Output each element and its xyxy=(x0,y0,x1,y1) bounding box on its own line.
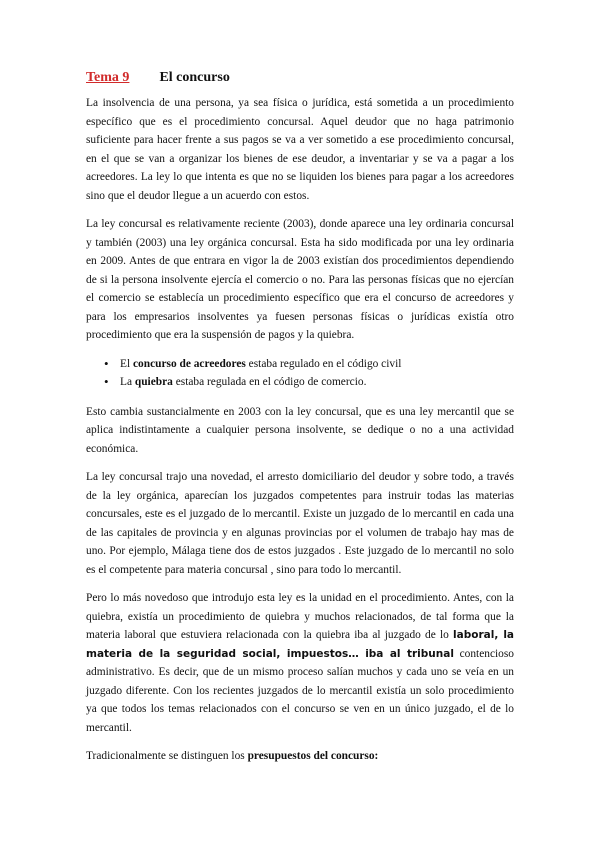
paragraph-1: La insolvencia de una persona, ya sea física o jurídica, está sometida a un procedimiento específico que es el procedimiento concursal. Aquel deudor que no haga patrimonio suficiente para hacer frente a sus pagos se va a ver sometido a ese procedimiento concursal, en el que se van a organizar los bienes de ese deudor, a inventariar y se va a pagar a los acreedores. La ley lo que intenta es que no se liquiden los bienes para pagar a los acreedores sino que el deudor llegue a un acuerdo con estos. xyxy=(86,97,514,202)
paragraph-6-text: Tradicionalmente se distinguen los xyxy=(86,750,248,762)
paragraph-5-text-b: contencioso administrativo. Es decir, que de un mismo proceso salían muchos y cada uno se veía en un juzgado diferente. Con los recientes juzgados de lo mercantil existía un solo procedimiento ya que todos los temas relacionados con el concurso se ven en un único juzgado, el de lo mercantil. xyxy=(86,647,514,734)
bullet-text-pre: La xyxy=(120,376,135,388)
list-item xyxy=(86,373,514,392)
paragraph-4: La ley concursal trajo una novedad, el arresto domiciliario del deudor y sobre todo, a través de la ley orgánica, aparecían los juzgados competentes para instruir todas las materias concursales, este es el juzgado de lo mercantil. Existe un juzgado de lo mercantil en cada una de las capitales de provincia y en algunas provincias por el volumen de trabajo hay mas de uno. Por ejemplo, Málaga tiene dos de estos juzgados . Este juzgado de lo mercantil no solo es el competente para materia concursal , sino para todo lo mercantil. xyxy=(86,471,514,576)
paragraph-2: La ley concursal es relativamente reciente (2003), donde aparece una ley ordinaria concursal y también (2003) una ley orgánica concursal. Esta ha sido modificada por una ley ordinaria en 2009. Antes de que entrara en vigor la de 2003 existían dos procedimientos dependiendo de si la persona insolvente ejercía el comercio o no. Para las personas físicas que no ejercían el comercio se establecía un procedimiento específico que era el concurso de acreedores y para los empresarios insolventes ya fuesen personas físicas o jurídicas existía otro procedimiento que era la suspensión de pagos y la quiebra. xyxy=(86,218,514,341)
bullet-text-post: estaba regulado en el código civil xyxy=(245,357,402,370)
paragraph-3: Esto cambia sustancialmente en 2003 con la ley concursal, que es una ley mercantil que se aplica indistintamente a cualquier persona insolvente, se dedique o no a una actividad económica. xyxy=(86,405,514,455)
paragraph-5 xyxy=(86,589,514,737)
bullet-text-pre: El xyxy=(120,357,133,370)
paragraph-6-bold: presupuestos del concurso: xyxy=(247,750,379,762)
document-body xyxy=(86,70,514,776)
topic-number: Tema 9 xyxy=(86,70,130,85)
topic-title: El concurso xyxy=(159,70,230,85)
list-item xyxy=(86,355,514,374)
bullet-text-bold: quiebra xyxy=(134,376,173,388)
paragraph-6 xyxy=(86,747,514,766)
paragraph-5-text-a: Pero lo más novedoso que introdujo esta ley es la unidad en el procedimiento. Antes, con la quiebra, existía un procedimiento de quiebra y muchos relacionados, de tal forma que la materia laboral que estuviera relacionada con la quiebra iba al juzgado de lo xyxy=(86,592,514,641)
bullet-text-post: estaba regulada en el código de comercio. xyxy=(172,376,367,388)
paragraph-5-bold: laboral, la materia de la seguridad social, impuestos… iba al tribunal xyxy=(86,629,515,660)
bullet-text-bold: concurso de acreedores xyxy=(132,357,246,370)
section-heading xyxy=(86,70,514,86)
bullet-list xyxy=(86,355,514,392)
